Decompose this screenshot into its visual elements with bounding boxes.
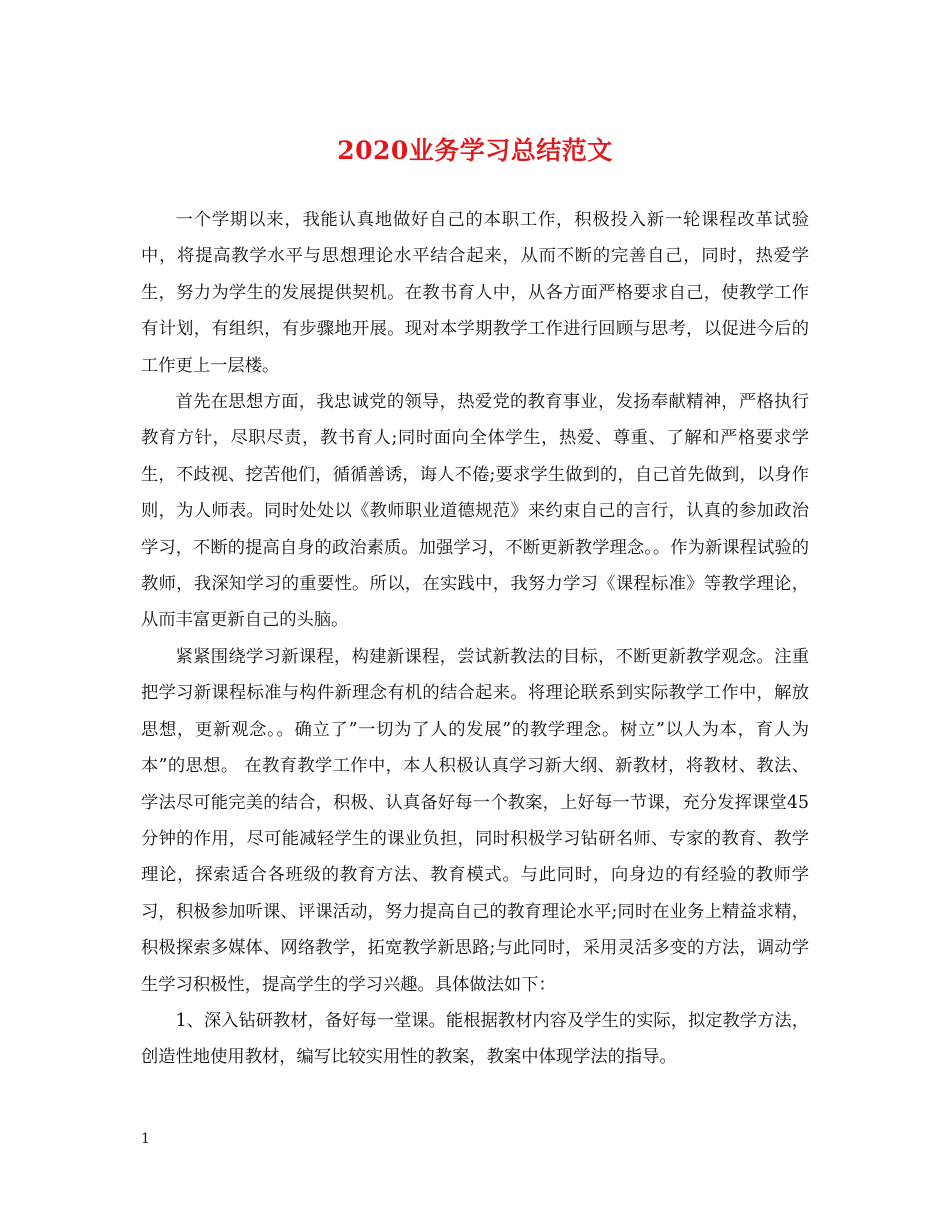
paragraph-2: 首先在思想方面，我忠诚党的领导，热爱党的教育事业，发扬奉献精神，严格执行教育方针，尽职尽责，教书育人;同时面向全体学生，热爱、尊重、了解和严格要求学生，不歧视、挖苦他们，循循善诱，诲人不倦;要求学生做到的，自己首先做到，以身作则，为人师表。同时处处以《教师职业道德规范》来约束自己的言行，认真的参加政治学习，不断的提高自身的政治素质。加强学习，不断更新教学理念。。作为新课程试验的教师，我深知学习的重要性。所以，在实践中，我努力学习《课程标准》等教学理论，从而丰富更新自己的头脑。 bbox=[141, 392, 809, 631]
paragraph-1: 一个学期以来，我能认真地做好自己的本职工作，积极投入新一轮课程改革试验中，将提高教学水平与思想理论水平结合起来，从而不断的完善自己，同时，热爱学生，努力为学生的发展提供契机。在教书育人中，从各方面严格要求自己，使教学工作有计划，有组织，有步骤地开展。现对本学期教学工作进行回顾与思考，以促进今后的工作更上一层楼。 bbox=[141, 210, 809, 376]
paragraph-4: 1、深入钻研教材，备好每一堂课。能根据教材内容及学生的实际，拟定教学方法，创造性地使用教材，编写比较实用性的教案，教案中体现学法的指导。 bbox=[141, 1010, 809, 1068]
document-title: 2020业务学习总结范文 bbox=[337, 136, 613, 165]
paragraph-3: 紧紧围绕学习新课程，构建新课程，尝试新教法的目标，不断更新教学观念。注重把学习新课程标准与构件新理念有机的结合起来。将理论联系到实际教学工作中，解放思想，更新观念。。确立了”一切为了人的发展”的教学理念。树立”以人为本，育人为本”的思想。 在教育教学工作中，本人积极认真学习新大纲、新教材，将教材、教法、学法尽可能完美的结合，积极、认真备好每一个教案，上好每一节课，充分发挥课堂45分钟的作用，尽可能减轻学生的课业负担，同时积极学习钻研名师、专家的教育、教学理论，探索适合各班级的教育方法、教育模式。与此同时，向身边的有经验的教师学习，积极参加听课、评课活动，努力提高自己的教育理论水平;同时在业务上精益求精，积极探索多媒体、网络教学，拓宽教学新思路;与此同时，采用灵活多变的方法，调动学生学习积极性，提高学生的学习兴趣。具体做法如下： bbox=[141, 646, 809, 995]
document-body bbox=[141, 202, 809, 1076]
page-number: 1 bbox=[141, 1131, 150, 1147]
